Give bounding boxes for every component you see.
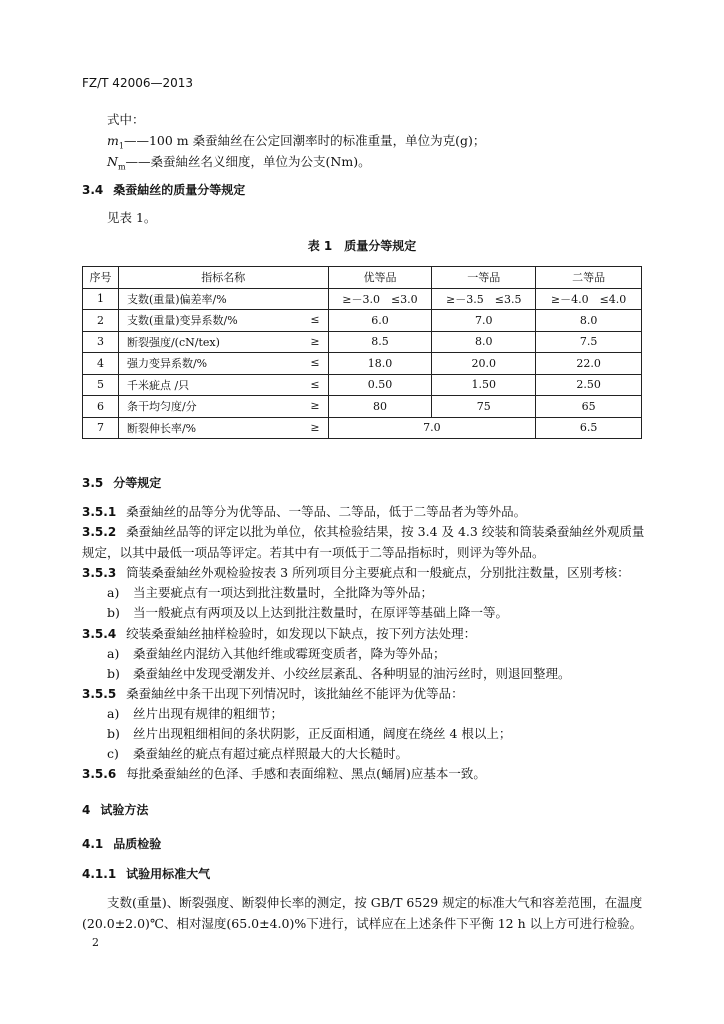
table-row	[83, 353, 642, 375]
clause-text: 桑蚕紬丝的品等分为优等品、一等品、二等品，低于二等品者为等外品。	[126, 504, 527, 519]
grade-value-merged: 7.0	[328, 417, 536, 439]
list-item-label: b)	[107, 666, 120, 681]
list-item-label: a)	[107, 585, 120, 600]
variable-m-definition	[107, 131, 485, 151]
indicator-label: 千米疵点 /只	[126, 378, 190, 392]
clause-3-5-2-continued: 规定，以其中最低一项品等评定。若其中有一项低于二等品指标时，则评为等外品。	[82, 545, 545, 560]
row-number: 7	[83, 417, 119, 439]
list-item	[107, 664, 571, 682]
table-row	[83, 374, 642, 396]
grade-value: 2.50	[536, 374, 642, 396]
list-item-label: b)	[107, 726, 120, 741]
list-item-text: 当主要疵点有一项达到批注数量时，全批降为等外品；	[133, 585, 434, 600]
section-4-1-1-heading	[82, 865, 210, 882]
indicator-name	[118, 417, 328, 439]
grade-value: ≥－3.0 ≤3.0	[328, 288, 432, 310]
indicator-name	[118, 374, 328, 396]
grade-value: 65	[536, 396, 642, 418]
list-item-text: 当一般疵点有两项及以上达到批注数量时，在原评等基础上降一等。	[133, 605, 509, 620]
row-number: 3	[83, 331, 119, 353]
list-item	[107, 583, 433, 601]
indicator-label: 断裂强度/(cN/tex)	[126, 335, 220, 349]
list-item	[107, 744, 408, 762]
section-title: 试验用标准大气	[126, 867, 211, 881]
grade-value: 18.0	[328, 353, 432, 375]
indicator-label: 支数(重量)变异系数/%	[126, 314, 238, 328]
variable-n-definition	[107, 152, 371, 172]
row-number: 2	[83, 310, 119, 332]
grade-value: ≥－3.5 ≤3.5	[432, 288, 536, 310]
row-number: 1	[83, 288, 119, 310]
table-header-row	[83, 267, 642, 289]
comparison-symbol: ≥	[310, 399, 320, 412]
clause-number: 3.5.2	[82, 525, 117, 539]
section-3-4-text: 见表 1。	[107, 210, 157, 225]
comparison-symbol: ≤	[310, 356, 320, 369]
clause-number: 3.5.1	[82, 505, 117, 519]
section-title: 试验方法	[100, 803, 149, 817]
grade-value: 8.0	[432, 331, 536, 353]
clause-number: 3.5.6	[82, 767, 117, 781]
variable-m: m	[107, 133, 119, 148]
table-header-cell: 指标名称	[118, 267, 328, 289]
table-row	[83, 331, 642, 353]
section-title: 品质检验	[113, 837, 162, 851]
section-title: 桑蚕紬丝的质量分等规定	[113, 183, 246, 197]
paragraph-line: 支数(重量)、断裂强度、断裂伸长率的测定，按 GB/T 6529 规定的标准大气和容差范围，在温度	[107, 895, 643, 910]
indicator-label: 断裂伸长率/%	[126, 421, 197, 435]
list-item-text: 桑蚕紬丝的疵点有超过疵点样照最大的大长糙时。	[133, 746, 409, 761]
variable-m-description: ——100 m 桑蚕紬丝在公定回潮率时的标准重量，单位为克(g)；	[123, 133, 486, 148]
list-item-label: a)	[107, 646, 120, 661]
clause-3-5-2	[82, 522, 644, 540]
table-caption: 表 1 质量分等规定	[307, 239, 417, 253]
grade-value: 20.0	[432, 353, 536, 375]
list-item-text: 桑蚕紬丝中发现受潮发并、小绞丝层紊乱、各种明显的油污丝时，则退回整理。	[133, 666, 571, 681]
row-number: 4	[83, 353, 119, 375]
clause-3-5-4	[82, 624, 476, 642]
table-header-cell: 优等品	[328, 267, 432, 289]
comparison-symbol: ≥	[310, 334, 320, 348]
standard-number-header: FZ/T 42006—2013	[82, 76, 194, 90]
grade-value: 7.0	[432, 310, 536, 332]
section-number: 4.1	[82, 837, 104, 851]
table-header-cell: 一等品	[432, 267, 536, 289]
variable-m-subscript: 1	[118, 141, 124, 151]
list-item-text: 桑蚕紬丝内混纺入其他纤维或霉斑变质者，降为等外品；	[133, 646, 446, 661]
indicator-name	[118, 353, 328, 375]
section-number: 3.5	[82, 476, 104, 490]
table-row	[83, 417, 642, 439]
grade-value: 75	[432, 396, 536, 418]
list-item-text: 丝片出现有规律的粗细节；	[133, 706, 284, 721]
list-item-label: c)	[107, 746, 119, 761]
clause-text: 筒装桑蚕紬丝外观检验按表 3 所列项目分主要疵点和一般疵点，分别批注数量，区别考核：	[126, 565, 630, 580]
page-number: 2	[92, 936, 99, 949]
section-number: 4	[82, 803, 91, 817]
paragraph-line: (20.0±2.0)℃、相对湿度(65.0±4.0)%下进行，试样应在上述条件下平衡 12 h 以上方可进行检验。	[82, 916, 643, 931]
comparison-symbol: ≤	[310, 313, 320, 326]
grade-value: 6.5	[536, 417, 642, 439]
quality-grade-table	[82, 266, 642, 439]
table-header-cell: 序号	[83, 267, 119, 289]
section-4-heading	[82, 801, 148, 818]
indicator-name	[118, 396, 328, 418]
variable-n-description: ——桑蚕紬丝名义细度，单位为公支(Nm)。	[125, 154, 371, 169]
indicator-label: 条干均匀度/分	[126, 400, 197, 414]
section-3-4-heading	[82, 181, 245, 198]
clause-3-5-1	[82, 502, 526, 520]
list-item	[107, 644, 446, 662]
indicator-label: 支数(重量)偏差率/%	[126, 292, 227, 306]
clause-text: 绞装桑蚕紬丝抽样检验时，如发现以下缺点，按下列方法处理：	[126, 626, 477, 641]
section-title: 分等规定	[113, 476, 162, 490]
grade-value: 80	[328, 396, 432, 418]
grade-value: 8.0	[536, 310, 642, 332]
comparison-symbol: ≥	[310, 420, 320, 434]
clause-number: 3.5.3	[82, 566, 117, 580]
indicator-name	[118, 331, 328, 353]
clause-number: 3.5.4	[82, 627, 117, 641]
table-header-cell: 二等品	[536, 267, 642, 289]
row-number: 5	[83, 374, 119, 396]
variable-n: N	[107, 154, 118, 169]
clause-3-5-5	[82, 684, 464, 702]
clause-text: 桑蚕紬丝品等的评定以批为单位，依其检验结果，按 3.4 及 4.3 绞装和筒装桑蚕紬丝外观质量	[126, 524, 645, 539]
section-number: 3.4	[82, 183, 104, 197]
indicator-label: 强力变异系数/%	[126, 357, 208, 371]
table-row	[83, 310, 642, 332]
grade-value: 22.0	[536, 353, 642, 375]
clause-number: 3.5.5	[82, 687, 117, 701]
grade-value: 0.50	[328, 374, 432, 396]
list-item-label: b)	[107, 605, 120, 620]
section-3-5-heading	[82, 474, 161, 491]
table-row	[83, 396, 642, 418]
grade-value: ≥－4.0 ≤4.0	[536, 288, 642, 310]
grade-value: 8.5	[328, 331, 432, 353]
clause-text: 桑蚕紬丝中条干出现下列情况时，该批紬丝不能评为优等品：	[126, 686, 464, 701]
list-item-text: 丝片出现粗细相间的条状阴影，正反面相通，阔度在绕丝 4 根以上；	[133, 726, 512, 741]
clause-text: 每批桑蚕紬丝的色泽、手感和表面绵粒、黑点(蛹屑)应基本一致。	[126, 766, 486, 781]
grade-value: 1.50	[432, 374, 536, 396]
list-item	[107, 724, 511, 742]
grade-value: 6.0	[328, 310, 432, 332]
section-number: 4.1.1	[82, 867, 117, 881]
indicator-name	[118, 310, 328, 332]
list-item	[107, 603, 508, 621]
formula-where-label: 式中：	[107, 112, 145, 127]
clause-3-5-3	[82, 563, 630, 581]
grade-value: 7.5	[536, 331, 642, 353]
variable-n-subscript: m	[117, 162, 126, 172]
row-number: 6	[83, 396, 119, 418]
indicator-name	[118, 288, 328, 310]
section-4-1-heading	[82, 835, 161, 852]
clause-3-5-6	[82, 764, 486, 782]
list-item	[107, 704, 283, 722]
list-item-label: a)	[107, 706, 120, 721]
table-row	[83, 288, 642, 310]
comparison-symbol: ≤	[310, 377, 320, 391]
